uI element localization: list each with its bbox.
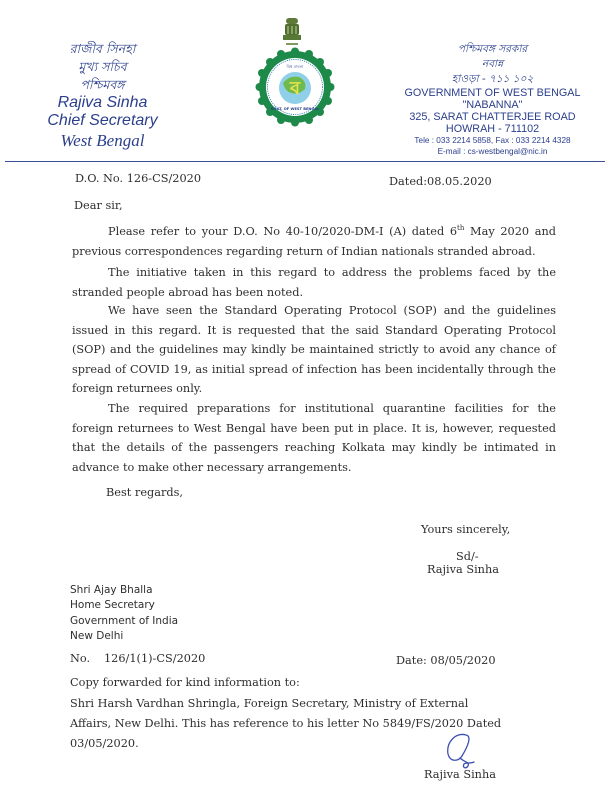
signed-marker: Sd/- — [456, 550, 479, 563]
bengali-org: পশ্চিমবঙ্গ সরকার — [457, 43, 528, 55]
city-pin: HOWRAH - 711102 — [445, 123, 540, 135]
paragraph-1-text-a: Please refer to your D.O. No 40-10/2020-DM-I (A) dated 6 — [108, 225, 458, 238]
copy-date: Date: 08/05/2020 — [396, 654, 496, 667]
west-bengal-seal-icon — [255, 47, 335, 127]
letterhead-left — [0, 40, 205, 151]
copy-reference-number: 126/1(1)-CS/2020 — [104, 652, 206, 665]
copy-signatory-name: Rajiva Sinha — [424, 768, 496, 781]
sender-state: West Bengal — [60, 131, 145, 150]
addressee-name: Shri Ajay Bhalla — [70, 584, 153, 596]
paragraph-3: We have seen the Standard Operating Protocol (SOP) and the guidelines issued in this regard. It is requested that the said Standard Operating Protocol (SOP) and the guidelines may kindly be maintained strictly to avoid any chance of spread of COVID 19, as initial spread of infection has been incidentally through the foreign returnees only. — [72, 304, 556, 396]
paragraph-4: The required preparations for institutional quarantine facilities for the foreign returnees to West Bengal have been put in place. It is, however, requested that the details of the passengers reaching Kolkata may kindly be intimated in advance to make other necessary arrangements. — [72, 402, 556, 474]
sender-name: Rajiva Sinha — [57, 94, 148, 111]
bengali-building: নবান্ন — [481, 58, 504, 70]
svg-text:GOVT. OF WEST BENGAL: GOVT. OF WEST BENGAL — [270, 107, 320, 111]
letter-date: Dated:08.05.2020 — [389, 175, 492, 188]
bengali-city: হাওড়া - ৭১১ ১০২ — [451, 73, 534, 85]
email-address[interactable]: E-mail : cs-westbengal@nic.in — [437, 147, 548, 156]
svg-text:বিশ্ব বাংলা: বিশ্ব বাংলা — [286, 64, 304, 69]
ordinal-suffix: th — [457, 224, 465, 233]
svg-text:ব: ব — [289, 78, 301, 99]
addressee-org: Government of India — [70, 614, 179, 627]
addressee-block — [70, 583, 178, 644]
handwritten-signature-icon — [440, 732, 480, 770]
copy-forwarded-label: Copy forwarded for kind information to: — [70, 676, 300, 689]
phone-fax: Tele : 033 2214 5858, Fax : 033 2214 4328 — [414, 136, 571, 145]
letterhead-right — [385, 42, 600, 157]
copy-no-label: No. — [70, 652, 91, 665]
salutation: Dear sir, — [74, 199, 123, 212]
bengali-designation: মুখ্য সচিব — [78, 59, 127, 74]
bengali-name: রাজীব সিনহা — [69, 41, 136, 56]
addressee-city: New Delhi — [70, 629, 124, 642]
building-name: "NABANNA" — [462, 99, 523, 111]
yours-sincerely: Yours sincerely, — [421, 523, 511, 536]
street-address: 325, SARAT CHATTERJEE ROAD — [409, 111, 576, 123]
paragraph-2: The initiative taken in this regard to address the problems faced by the stranded people abroad has been noted. — [72, 266, 556, 299]
letterhead-divider — [5, 161, 605, 162]
reference-number: D.O. No. 126-CS/2020 — [75, 172, 202, 185]
sender-designation: Chief Secretary — [47, 112, 158, 129]
org-name: GOVERNMENT OF WEST BENGAL — [404, 87, 581, 99]
closing-regards: Best regards, — [106, 486, 183, 499]
copy-recipient: Shri Harsh Vardhan Shringla, Foreign Secretary, Ministry of External Affairs, New Delhi. This has reference to his letter No 5849/FS/2020 Dated 03/05/2020. — [70, 697, 502, 750]
signatory-name: Rajiva Sinha — [427, 563, 499, 576]
paragraph-1-text-b: May 2020 and previous correspondences regarding return of Indian nationals stranded abroad. — [72, 225, 556, 258]
bengali-state: পশ্চিমবঙ্গ — [80, 77, 125, 92]
national-emblem-icon — [281, 16, 303, 48]
addressee-designation: Home Secretary — [70, 599, 155, 612]
paragraph-1 — [72, 222, 556, 261]
